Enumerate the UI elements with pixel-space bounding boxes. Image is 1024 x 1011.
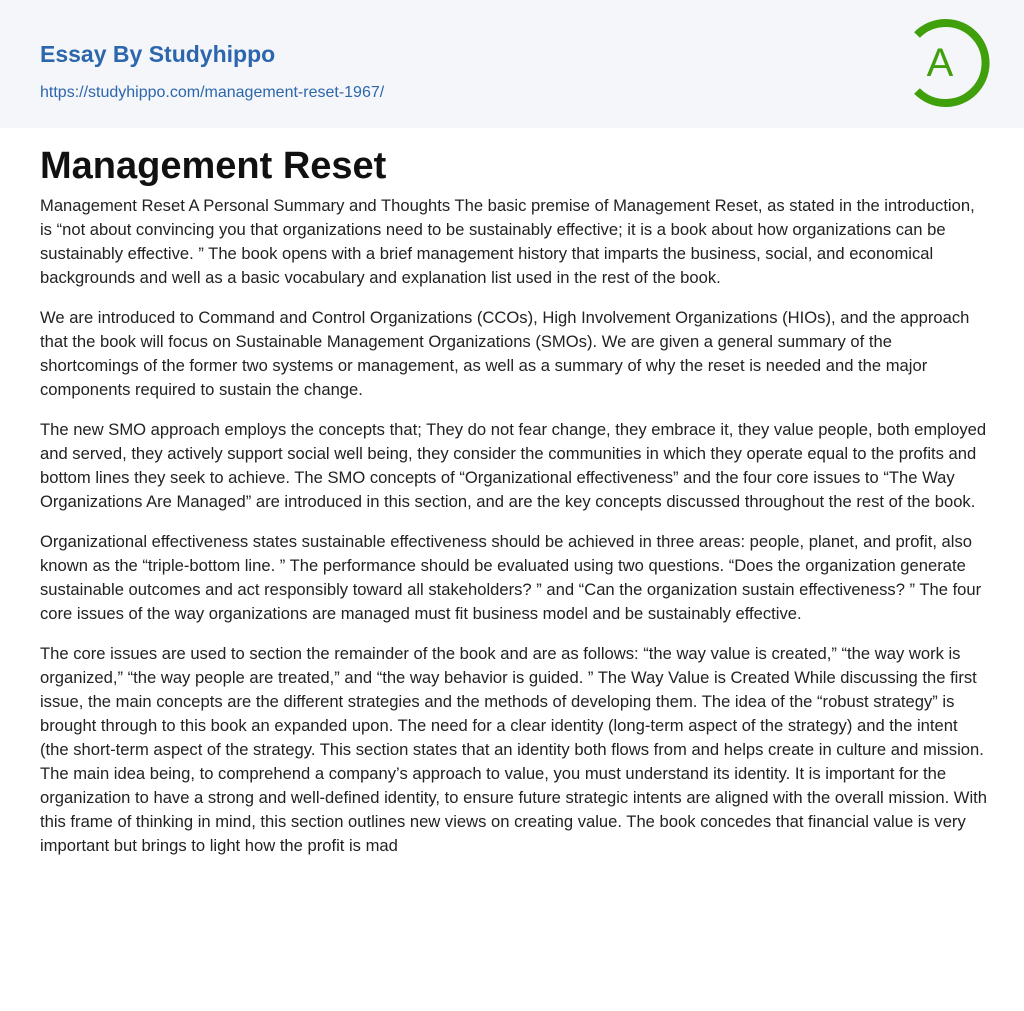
essay-body [40,194,990,874]
brand-title: Essay By Studyhippo [40,41,276,67]
source-url-link[interactable]: https://studyhippo.com/management-reset-1967/ [40,84,385,101]
paragraph: The core issues are used to section the remainder of the book and are as follows: “the way value is created,” “the way work is organized,” “the way people are treated,” and “the way behavior is guided. ” The Way Value is Created While discussing the first issue, the main concepts are the different strategies and the methods of developing them. The idea of the “robust strategy” is brought through to this book an expanded upon. The need for a clear identity (long-term aspect of the strategy) and the intent (the short-term aspect of the strategy. This section states that an identity both flows from and helps create in culture and mission. The main idea being, to comprehend a company’s approach to value, you must understand its identity. It is important for the organization to have a strong and well-defined identity, to ensure future strategic intents are aligned with the overall mission. With this frame of thinking in mind, this section outlines new views on creating value. The book concedes that financial value is very important but brings to light how the profit is mad [40,644,987,855]
page-title: Management Reset [40,145,387,187]
paragraph: We are introduced to Command and Control Organizations (CCOs), High Involvement Organizations (HIOs), and the approach that the book will focus on Sustainable Management Organizations (SMOs). We are given a general summary of the shortcomings of the former two systems or management, as well as a summary of why the reset is needed and the major components required to sustain the change. [40,308,970,399]
studyhippo-logo-icon [900,18,990,108]
paragraph: Management Reset A Personal Summary and Thoughts The basic premise of Management Reset, as stated in the introduction, is “not about convincing you that organizations need to be sustainably effective; it is a book about how organizations can be sustainably effective. ” The book opens with a brief management history that imparts the business, social, and economical backgrounds and well as a basic vocabulary and explanation list used in the rest of the book. [40,196,975,287]
paragraph: The new SMO approach employs the concepts that; They do not fear change, they embrace it, they value people, both employed and served, they actively support social well being, they consider the communities in which they operate equal to the profits and bottom lines they seek to achieve. The SMO concepts of “Organizational effectiveness” and the four core issues to “The Way Organizations Are Managed” are introduced in this section, and are the key concepts discussed throughout the rest of the book. [40,420,987,511]
svg-text:A: A [926,41,954,85]
paragraph: Organizational effectiveness states sustainable effectiveness should be achieved in three areas: people, planet, and profit, also known as the “triple-bottom line. ” The performance should be evaluated using two questions. “Does the organization generate sustainable outcomes and act responsibly toward all stakeholders? ” and “Can the organization sustain effectiveness? ” The four core issues of the way organizations are managed must fit business model and be sustainably effective. [40,532,982,623]
site-header [0,0,1024,128]
